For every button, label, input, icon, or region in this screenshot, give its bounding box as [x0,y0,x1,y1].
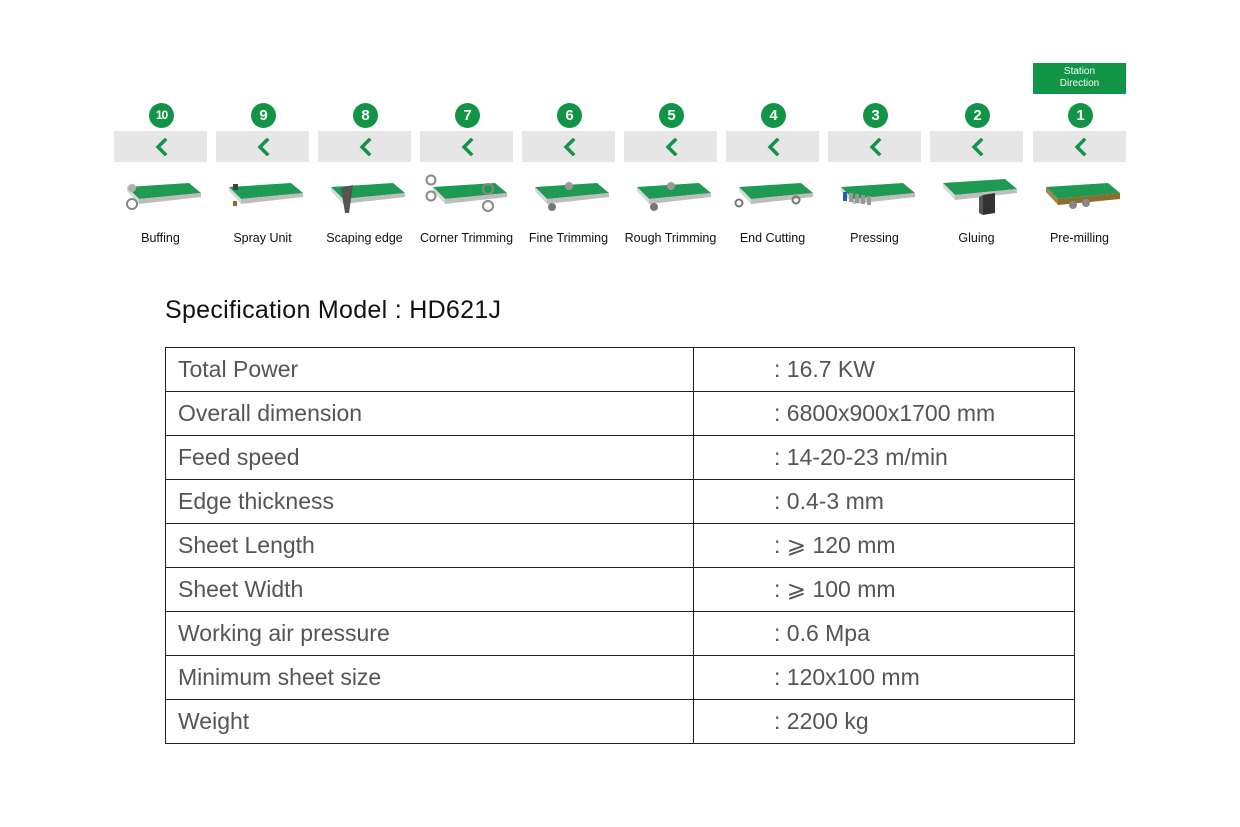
pressing-machine-icon [833,173,916,223]
spec-value: : 16.7 KW [694,348,1075,392]
chevron-left-icon [358,138,372,156]
table-row [166,524,1075,568]
scraping-edge-machine-icon [323,173,406,223]
spray-unit-machine-icon [221,173,304,223]
station-number-badge: 3 [863,103,888,128]
pre-milling-machine-icon [1038,173,1121,223]
station-label: Pre-milling [1049,231,1110,245]
station-2 [930,103,1023,253]
station-number-badge: 7 [455,103,480,128]
chevron-left-icon [1073,138,1087,156]
station-9 [216,103,309,253]
spec-value: : ⩾ 100 mm [694,568,1075,612]
station-number-badge: 8 [353,103,378,128]
table-row [166,348,1075,392]
station-number-badge: 4 [761,103,786,128]
flow-arrow-box [624,131,717,162]
spec-value: : 0.4-3 mm [694,480,1075,524]
corner-trimming-machine-icon [425,173,508,223]
station-5 [624,103,717,253]
station-number-badge: 1 [1068,103,1093,128]
end-cutting-machine-icon [731,173,814,223]
station-number-badge: 9 [251,103,276,128]
station-label: End Cutting [739,231,806,245]
table-row [166,480,1075,524]
chevron-left-icon [460,138,474,156]
flow-arrow-box [420,131,513,162]
flow-arrow-box [930,131,1023,162]
table-row [166,656,1075,700]
spec-key: Minimum sheet size [166,656,694,700]
station-3 [828,103,921,253]
spec-key: Weight [166,700,694,744]
chevron-left-icon [868,138,882,156]
station-direction-line1: Station [1063,66,1096,77]
flow-arrow-box [828,131,921,162]
spec-key: Edge thickness [166,480,694,524]
table-row [166,700,1075,744]
station-strip [0,0,1240,260]
table-row [166,392,1075,436]
table-row [166,612,1075,656]
chevron-left-icon [562,138,576,156]
spec-key: Overall dimension [166,392,694,436]
station-6 [522,103,615,253]
spec-value: : 0.6 Mpa [694,612,1075,656]
station-number-badge: 5 [659,103,684,128]
flow-arrow-box [114,131,207,162]
station-label: Spray Unit [233,231,292,245]
fine-trimming-machine-icon [527,173,610,223]
station-4 [726,103,819,253]
station-8 [318,103,411,253]
chevron-left-icon [970,138,984,156]
station-label: Rough Trimming [624,231,717,245]
spec-value: : ⩾ 120 mm [694,524,1075,568]
station-label: Corner Trimming [419,231,514,245]
chevron-left-icon [664,138,678,156]
flow-arrow-box [726,131,819,162]
spec-key: Sheet Width [166,568,694,612]
table-row [166,568,1075,612]
spec-key: Sheet Length [166,524,694,568]
flow-arrow-box [522,131,615,162]
station-label: Gluing [958,231,995,245]
gluing-machine-icon [935,173,1018,223]
station-number-badge: 6 [557,103,582,128]
buffing-machine-icon [119,173,202,223]
spec-key: Total Power [166,348,694,392]
spec-value: : 2200 kg [694,700,1075,744]
chevron-left-icon [154,138,168,156]
station-1 [1033,103,1126,253]
spec-value: : 120x100 mm [694,656,1075,700]
flow-arrow-box [1033,131,1126,162]
spec-table [165,347,1075,744]
spec-key: Working air pressure [166,612,694,656]
station-label: Fine Trimming [528,231,609,245]
spec-value: : 6800x900x1700 mm [694,392,1075,436]
flow-arrow-box [216,131,309,162]
spec-value: : 14-20-23 m/min [694,436,1075,480]
spec-title: Specification Model : HD621J [165,296,502,324]
rough-trimming-machine-icon [629,173,712,223]
spec-key: Feed speed [166,436,694,480]
station-number-badge: 2 [965,103,990,128]
table-row [166,436,1075,480]
station-direction-line2: Direction [1059,78,1100,89]
flow-arrow-box [318,131,411,162]
station-7 [420,103,513,253]
station-label: Scaping edge [326,231,403,245]
station-label: Pressing [850,231,899,245]
station-number-badge: 10 [149,103,174,128]
chevron-left-icon [256,138,270,156]
station-10 [114,103,207,253]
station-label: Buffing [141,231,180,245]
chevron-left-icon [766,138,780,156]
